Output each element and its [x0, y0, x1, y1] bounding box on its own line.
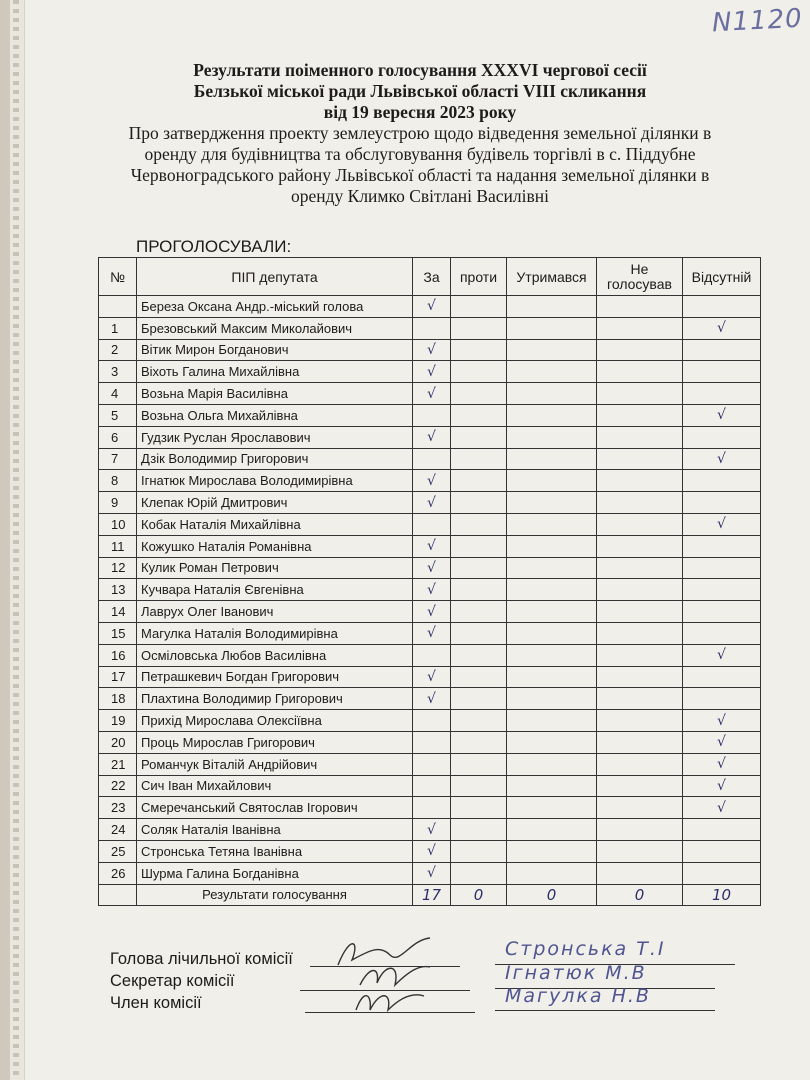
- deputy-name: Петрашкевич Богдан Григорович: [137, 666, 413, 688]
- row-number: 4: [99, 383, 137, 405]
- vote-not-voted-cell: [597, 339, 683, 361]
- vote-for-cell: √: [413, 426, 451, 448]
- vote-absent-cell: √: [683, 404, 761, 426]
- document-number: N1120: [711, 3, 804, 39]
- vote-absent-cell: [683, 666, 761, 688]
- vote-abstained-cell: [507, 775, 597, 797]
- table-row: [99, 710, 761, 732]
- vote-for-cell: √: [413, 296, 451, 318]
- table-row: [99, 840, 761, 862]
- vote-absent-cell: √: [683, 644, 761, 666]
- vote-abstained-cell: [507, 317, 597, 339]
- member-name-line: [495, 1010, 715, 1011]
- col-header-name: ПІП депутата: [137, 258, 413, 296]
- vote-not-voted-cell: [597, 601, 683, 623]
- vote-not-voted-cell: [597, 644, 683, 666]
- totals-number-cell: [99, 884, 137, 906]
- vote-not-voted-cell: [597, 688, 683, 710]
- deputy-name: Проць Мирослав Григорович: [137, 731, 413, 753]
- deputy-name: Кучвара Наталія Євгенівна: [137, 579, 413, 601]
- vote-not-voted-cell: [597, 535, 683, 557]
- deputy-name: Плахтина Володимир Григорович: [137, 688, 413, 710]
- row-number: 25: [99, 840, 137, 862]
- deputy-name: Ігнатюк Мирослава Володимирівна: [137, 470, 413, 492]
- deputy-name: Брезовський Максим Миколайович: [137, 317, 413, 339]
- table-body: [99, 296, 761, 885]
- row-number: 10: [99, 513, 137, 535]
- row-number: 7: [99, 448, 137, 470]
- vote-not-voted-cell: [597, 317, 683, 339]
- vote-abstained-cell: [507, 710, 597, 732]
- vote-not-voted-cell: [597, 383, 683, 405]
- vote-absent-cell: [683, 601, 761, 623]
- table-row: [99, 317, 761, 339]
- row-number: 19: [99, 710, 137, 732]
- row-number: 1: [99, 317, 137, 339]
- deputy-name: Смеречанський Святослав Ігорович: [137, 797, 413, 819]
- vote-abstained-cell: [507, 840, 597, 862]
- deputy-name: Береза Оксана Андр.-міський голова: [137, 296, 413, 318]
- header-line-2: Белзької міської ради Львівської області VIII скликання: [193, 81, 647, 101]
- chair-name: Стронська Т.І: [505, 938, 666, 960]
- vote-against-cell: [451, 731, 507, 753]
- table-row: [99, 644, 761, 666]
- row-number: 3: [99, 361, 137, 383]
- member-label: Член комісії: [110, 994, 202, 1012]
- vote-abstained-cell: [507, 535, 597, 557]
- col-header-number: №: [99, 258, 137, 296]
- table-row: [99, 775, 761, 797]
- vote-for-cell: √: [413, 361, 451, 383]
- vote-against-cell: [451, 710, 507, 732]
- vote-not-voted-cell: [597, 710, 683, 732]
- row-number: 8: [99, 470, 137, 492]
- vote-abstained-cell: [507, 601, 597, 623]
- vote-not-voted-cell: [597, 797, 683, 819]
- table-row: [99, 426, 761, 448]
- table-row: [99, 513, 761, 535]
- total-against: 0: [451, 884, 507, 906]
- subject-line-3: Червоноградського району Львівської області та надання земельної ділянки в: [130, 165, 710, 185]
- member-signature: [350, 980, 430, 1018]
- vote-absent-cell: [683, 535, 761, 557]
- deputy-name: Осміловська Любов Василівна: [137, 644, 413, 666]
- vote-abstained-cell: [507, 513, 597, 535]
- table-row: [99, 731, 761, 753]
- deputy-name: Соляк Наталія Іванівна: [137, 819, 413, 841]
- vote-against-cell: [451, 797, 507, 819]
- vote-for-cell: [413, 753, 451, 775]
- vote-for-cell: [413, 404, 451, 426]
- header-line-1: Результати поіменного голосування XXXVI чергової сесії: [193, 60, 647, 80]
- table-row: [99, 448, 761, 470]
- row-number: 17: [99, 666, 137, 688]
- row-number: 13: [99, 579, 137, 601]
- row-number: 14: [99, 601, 137, 623]
- deputy-name: Віхоть Галина Михайлівна: [137, 361, 413, 383]
- deputy-name: Шурма Галина Богданівна: [137, 862, 413, 884]
- vote-abstained-cell: [507, 426, 597, 448]
- vote-abstained-cell: [507, 644, 597, 666]
- vote-not-voted-cell: [597, 513, 683, 535]
- row-number: 21: [99, 753, 137, 775]
- vote-absent-cell: [683, 339, 761, 361]
- table-row: [99, 688, 761, 710]
- vote-against-cell: [451, 688, 507, 710]
- member-name: Магулка Н.В: [505, 985, 651, 1007]
- vote-abstained-cell: [507, 383, 597, 405]
- vote-for-cell: √: [413, 492, 451, 514]
- vote-for-cell: √: [413, 666, 451, 688]
- vote-for-cell: √: [413, 383, 451, 405]
- document-header: [100, 60, 740, 207]
- vote-not-voted-cell: [597, 557, 683, 579]
- row-number: 12: [99, 557, 137, 579]
- vote-against-cell: [451, 840, 507, 862]
- vote-for-cell: [413, 317, 451, 339]
- deputy-name: Магулка Наталія Володимирівна: [137, 622, 413, 644]
- vote-not-voted-cell: [597, 666, 683, 688]
- col-header-for: За: [413, 258, 451, 296]
- vote-not-voted-cell: [597, 753, 683, 775]
- voting-table: [98, 257, 761, 906]
- vote-absent-cell: [683, 579, 761, 601]
- table-row: [99, 557, 761, 579]
- vote-against-cell: [451, 775, 507, 797]
- row-number: 16: [99, 644, 137, 666]
- row-number: 22: [99, 775, 137, 797]
- vote-absent-cell: [683, 470, 761, 492]
- vote-absent-cell: [683, 557, 761, 579]
- table-row: [99, 361, 761, 383]
- row-number: 15: [99, 622, 137, 644]
- vote-abstained-cell: [507, 470, 597, 492]
- row-number: 5: [99, 404, 137, 426]
- vote-abstained-cell: [507, 579, 597, 601]
- vote-for-cell: [413, 775, 451, 797]
- table-row: [99, 601, 761, 623]
- table-row: [99, 339, 761, 361]
- vote-abstained-cell: [507, 448, 597, 470]
- vote-not-voted-cell: [597, 448, 683, 470]
- vote-against-cell: [451, 753, 507, 775]
- deputy-name: Стронська Тетяна Іванівна: [137, 840, 413, 862]
- vote-not-voted-cell: [597, 579, 683, 601]
- table-row: [99, 819, 761, 841]
- vote-for-cell: [413, 513, 451, 535]
- vote-for-cell: [413, 644, 451, 666]
- row-number: 11: [99, 535, 137, 557]
- vote-against-cell: [451, 383, 507, 405]
- vote-against-cell: [451, 601, 507, 623]
- vote-absent-cell: [683, 819, 761, 841]
- vote-not-voted-cell: [597, 862, 683, 884]
- vote-for-cell: √: [413, 862, 451, 884]
- vote-absent-cell: √: [683, 513, 761, 535]
- vote-absent-cell: [683, 622, 761, 644]
- vote-abstained-cell: [507, 296, 597, 318]
- vote-for-cell: √: [413, 622, 451, 644]
- deputy-name: Клепак Юрій Дмитрович: [137, 492, 413, 514]
- vote-absent-cell: [683, 688, 761, 710]
- vote-not-voted-cell: [597, 731, 683, 753]
- vote-absent-cell: √: [683, 317, 761, 339]
- vote-abstained-cell: [507, 819, 597, 841]
- vote-against-cell: [451, 666, 507, 688]
- vote-against-cell: [451, 470, 507, 492]
- table-row: [99, 862, 761, 884]
- row-number: 20: [99, 731, 137, 753]
- row-number: 18: [99, 688, 137, 710]
- vote-against-cell: [451, 361, 507, 383]
- vote-for-cell: √: [413, 579, 451, 601]
- vote-for-cell: √: [413, 840, 451, 862]
- vote-absent-cell: √: [683, 775, 761, 797]
- total-for: 17: [413, 884, 451, 906]
- row-number: 9: [99, 492, 137, 514]
- vote-abstained-cell: [507, 492, 597, 514]
- vote-for-cell: √: [413, 339, 451, 361]
- vote-absent-cell: [683, 361, 761, 383]
- vote-absent-cell: [683, 840, 761, 862]
- vote-absent-cell: √: [683, 753, 761, 775]
- vote-for-cell: [413, 731, 451, 753]
- deputy-name: Возьна Ольга Михайлівна: [137, 404, 413, 426]
- deputy-name: Прихід Мирослава Олексіївна: [137, 710, 413, 732]
- row-number: 23: [99, 797, 137, 819]
- table-row: [99, 296, 761, 318]
- col-header-not-voted: Не голосував: [597, 258, 683, 296]
- deputy-name: Романчук Віталій Андрійович: [137, 753, 413, 775]
- vote-against-cell: [451, 296, 507, 318]
- vote-not-voted-cell: [597, 426, 683, 448]
- vote-abstained-cell: [507, 688, 597, 710]
- vote-absent-cell: [683, 383, 761, 405]
- vote-abstained-cell: [507, 557, 597, 579]
- vote-absent-cell: √: [683, 797, 761, 819]
- total-not-voted: 0: [597, 884, 683, 906]
- row-number: 26: [99, 862, 137, 884]
- vote-against-cell: [451, 644, 507, 666]
- vote-abstained-cell: [507, 731, 597, 753]
- vote-against-cell: [451, 557, 507, 579]
- binder-holes: [10, 0, 25, 1080]
- vote-against-cell: [451, 513, 507, 535]
- subject-line-2: оренду для будівництва та обслуговування будівель торгівлі в с. Піддубне: [144, 144, 696, 164]
- vote-not-voted-cell: [597, 622, 683, 644]
- row-number: 6: [99, 426, 137, 448]
- vote-abstained-cell: [507, 622, 597, 644]
- vote-not-voted-cell: [597, 361, 683, 383]
- table-row: [99, 622, 761, 644]
- table-row: [99, 753, 761, 775]
- vote-absent-cell: [683, 426, 761, 448]
- vote-against-cell: [451, 535, 507, 557]
- row-number: [99, 296, 137, 318]
- deputy-name: Кожушко Наталія Романівна: [137, 535, 413, 557]
- deputy-name: Лаврух Олег Іванович: [137, 601, 413, 623]
- header-line-3: від 19 вересня 2023 року: [323, 102, 517, 122]
- deputy-name: Вітик Мирон Богданович: [137, 339, 413, 361]
- secretary-name: Ігнатюк М.В: [505, 962, 647, 984]
- vote-against-cell: [451, 448, 507, 470]
- vote-abstained-cell: [507, 404, 597, 426]
- vote-not-voted-cell: [597, 404, 683, 426]
- vote-not-voted-cell: [597, 470, 683, 492]
- table-row: [99, 535, 761, 557]
- total-absent: 10: [683, 884, 761, 906]
- vote-for-cell: √: [413, 557, 451, 579]
- table-row: [99, 579, 761, 601]
- subject-line-1: Про затвердження проекту землеустрою щодо відведення земельної ділянки в: [128, 123, 712, 143]
- vote-for-cell: [413, 710, 451, 732]
- vote-not-voted-cell: [597, 775, 683, 797]
- deputy-name: Кулик Роман Петрович: [137, 557, 413, 579]
- table-row: [99, 492, 761, 514]
- secretary-label: Секретар комісії: [110, 972, 235, 990]
- deputy-name: Возьна Марія Василівна: [137, 383, 413, 405]
- vote-abstained-cell: [507, 361, 597, 383]
- vote-absent-cell: √: [683, 448, 761, 470]
- vote-not-voted-cell: [597, 819, 683, 841]
- vote-for-cell: √: [413, 535, 451, 557]
- vote-against-cell: [451, 404, 507, 426]
- vote-abstained-cell: [507, 753, 597, 775]
- voted-label: ПРОГОЛОСУВАЛИ:: [136, 237, 292, 256]
- table-header-row: [99, 258, 761, 296]
- col-header-against: проти: [451, 258, 507, 296]
- vote-against-cell: [451, 862, 507, 884]
- vote-absent-cell: [683, 296, 761, 318]
- vote-against-cell: [451, 492, 507, 514]
- total-abstained: 0: [507, 884, 597, 906]
- deputy-name: Дзік Володимир Григорович: [137, 448, 413, 470]
- totals-label: Результати голосування: [137, 884, 413, 906]
- col-header-absent: Відсутній: [683, 258, 761, 296]
- vote-against-cell: [451, 339, 507, 361]
- vote-absent-cell: √: [683, 710, 761, 732]
- vote-abstained-cell: [507, 862, 597, 884]
- col-header-abstained: Утримався: [507, 258, 597, 296]
- vote-not-voted-cell: [597, 296, 683, 318]
- vote-against-cell: [451, 622, 507, 644]
- deputy-name: Сич Іван Михайлович: [137, 775, 413, 797]
- deputy-name: Гудзик Руслан Ярославович: [137, 426, 413, 448]
- table-row: [99, 404, 761, 426]
- vote-against-cell: [451, 579, 507, 601]
- vote-against-cell: [451, 317, 507, 339]
- row-number: 2: [99, 339, 137, 361]
- vote-not-voted-cell: [597, 840, 683, 862]
- deputy-name: Кобак Наталія Михайлівна: [137, 513, 413, 535]
- vote-abstained-cell: [507, 339, 597, 361]
- table-row: [99, 797, 761, 819]
- table-row: [99, 666, 761, 688]
- table-row: [99, 383, 761, 405]
- vote-absent-cell: [683, 492, 761, 514]
- chair-label: Голова лічильної комісії: [110, 950, 293, 968]
- vote-absent-cell: √: [683, 731, 761, 753]
- vote-for-cell: √: [413, 601, 451, 623]
- totals-row: [99, 884, 761, 906]
- vote-not-voted-cell: [597, 492, 683, 514]
- vote-for-cell: [413, 797, 451, 819]
- vote-for-cell: √: [413, 688, 451, 710]
- subject-line-4: оренду Климко Світлані Василівні: [290, 186, 549, 206]
- vote-against-cell: [451, 819, 507, 841]
- vote-abstained-cell: [507, 666, 597, 688]
- vote-against-cell: [451, 426, 507, 448]
- vote-for-cell: √: [413, 470, 451, 492]
- vote-abstained-cell: [507, 797, 597, 819]
- vote-for-cell: [413, 448, 451, 470]
- row-number: 24: [99, 819, 137, 841]
- table-row: [99, 470, 761, 492]
- vote-for-cell: √: [413, 819, 451, 841]
- vote-absent-cell: [683, 862, 761, 884]
